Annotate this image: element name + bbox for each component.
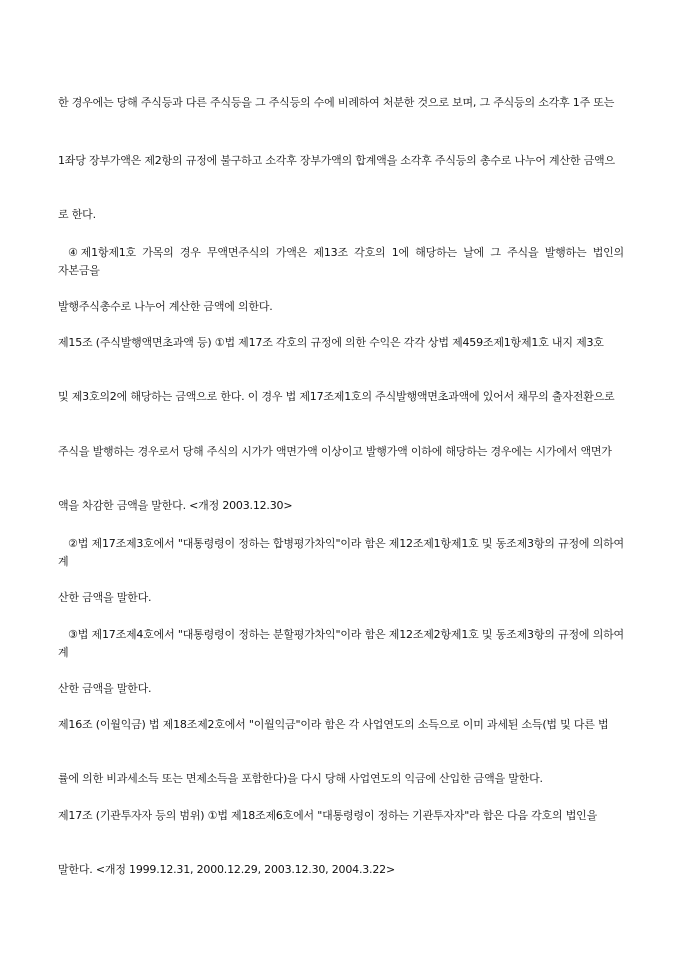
paragraph: 제17조 (기관투자자 등의 범위) ①법 제18조제6호에서 "대통령령이 정하는 기관투자자"라 함은 다음 각호의 법인을: [58, 809, 598, 822]
paragraph: ④제1항제1호 가목의 경우 무액면주식의 가액은 제13조 각호의 1에 해당하는 날에 그 주식을 발행하는 법인의 자본금을: [58, 246, 624, 277]
paragraph: ③법 제17조제4호에서 "대통령령이 정하는 분할평가차익"이라 함은 제12조제2항제1호 및 동조제3항의 규정에 의하여 계: [58, 628, 624, 659]
paragraph: 발행주식총수로 나누어 계산한 금액에 의한다.: [58, 300, 273, 313]
paragraph: 한 경우에는 당해 주식등과 다른 주식등을 그 주식등의 수에 비례하여 처분한 것으로 보며, 그 주식등의 소각후 1주 또는: [58, 96, 615, 109]
paragraph: 말한다. <개정 1999.12.31, 2000.12.29, 2003.12.30, 2004.3.22>: [58, 863, 395, 876]
paragraph: 제16조 (이월익금) 법 제18조제2호에서 "이월익금"이라 함은 각 사업연도의 소득으로 이미 과세된 소득(법 및 다른 법: [58, 718, 609, 731]
paragraph: 액을 차감한 금액을 말한다. <개정 2003.12.30>: [58, 499, 293, 512]
paragraph: 제15조 (주식발행액면초과액 등) ①법 제17조 각호의 규정에 의한 수익은 각각 상법 제459조제1항제1호 내지 제3호: [58, 336, 604, 349]
paragraph: 산한 금액을 말한다.: [58, 682, 152, 695]
paragraph: 로 한다.: [58, 208, 96, 221]
paragraph: 산한 금액을 말한다.: [58, 591, 152, 604]
paragraph: 률에 의한 비과세소득 또는 면제소득을 포함한다)을 다시 당해 사업연도의 익금에 산입한 금액을 말한다.: [58, 772, 543, 785]
paragraph: 1좌당 장부가액은 제2항의 규정에 불구하고 소각후 장부가액의 합계액을 소각후 주식등의 총수로 나누어 계산한 금액으: [58, 154, 615, 167]
paragraph: 및 제3호의2에 해당하는 금액으로 한다. 이 경우 법 제17조제1호의 주식발행액면초과액에 있어서 채무의 출자전환으로: [58, 390, 615, 403]
paragraph: 주식을 발행하는 경우로서 당해 주식의 시가가 액면가액 이상이고 발행가액 이하에 해당하는 경우에는 시가에서 액면가: [58, 445, 612, 458]
paragraph: ②법 제17조제3호에서 "대통령령이 정하는 합병평가차익"이라 함은 제12조제1항제1호 및 동조제3항의 규정에 의하여 계: [58, 537, 624, 568]
